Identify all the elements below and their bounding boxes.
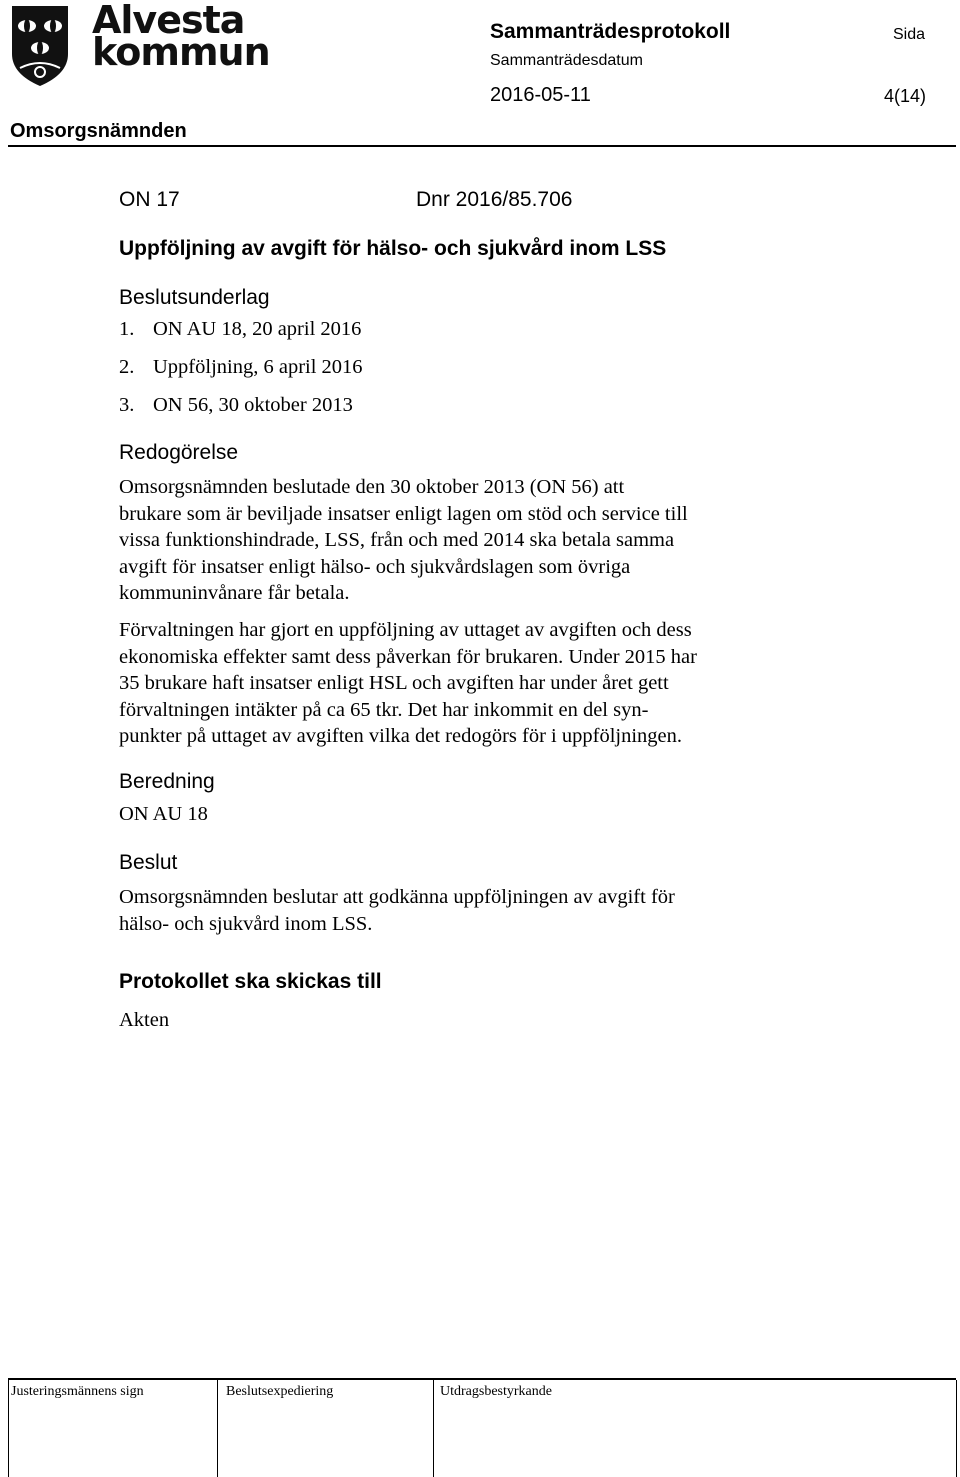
beredning-reference: ON AU 18 <box>119 803 208 825</box>
paragraph-line: avgift för insatser enligt hälso- och sjukvårdslagen som övriga <box>119 555 631 578</box>
list-item <box>119 356 363 379</box>
paragraph-line: brukare som är beviljade insatser enligt lagen om stöd och service till <box>119 502 688 525</box>
paragraph-line: vissa funktionshindrade, LSS, från och med 2014 ska betala samma <box>119 529 675 551</box>
paragraph-line: punkter på uttaget av avgiften vilka det redogörs för i uppföljningen. <box>119 725 683 747</box>
list-item <box>119 318 361 341</box>
list-item-text: Uppföljning, 6 april 2016 <box>153 356 363 378</box>
case-title: Uppföljning av avgift för hälso- och sjukvård inom LSS <box>119 237 667 260</box>
paragraph-line: förvaltningen intäkter på ca 65 tkr. Det har inkommit en del syn- <box>119 698 649 721</box>
case-number: ON 17 <box>119 188 180 211</box>
page-label: Sida <box>893 26 926 43</box>
footer-label-utdrag: Utdragsbestyrkande <box>440 1384 552 1399</box>
footer-cell-expediering <box>217 1380 334 1477</box>
paragraph-background <box>119 474 779 607</box>
municipality-logo <box>10 2 70 88</box>
meeting-date: 2016-05-11 <box>490 84 591 106</box>
paragraph-follow-up <box>119 617 779 750</box>
paragraph-line: Omsorgsnämnden beslutade den 30 oktober 2013 (ON 56) att <box>119 476 625 498</box>
logo-wordmark-line-2: kommun <box>92 30 270 74</box>
list-item-text: ON 56, 30 oktober 2013 <box>153 394 353 416</box>
committee-name: Omsorgsnämnden <box>10 120 187 142</box>
meeting-date-label: Sammanträdesdatum <box>490 52 643 69</box>
paragraph-line: Omsorgsnämnden beslutar att godkänna uppföljningen av avgift för <box>119 886 675 908</box>
document-type: Sammanträdesprotokoll <box>490 20 731 43</box>
signature-footer <box>8 1378 956 1477</box>
distribution-recipient: Akten <box>119 1009 170 1031</box>
paragraph-line: hälso- och sjukvård inom LSS. <box>119 912 373 935</box>
section-heading-redogorelse: Redogörelse <box>119 441 239 464</box>
list-item <box>119 394 353 417</box>
footer-label-justering: Justeringsmännens sign <box>11 1384 144 1399</box>
paragraph-line: 35 brukare haft insatser enligt HSL och avgiften har under året gett <box>119 672 669 694</box>
list-item-number: 1. <box>119 318 135 340</box>
paragraph-line: kommuninvånare får betala. <box>119 582 350 604</box>
footer-label-expediering: Beslutsexpediering <box>226 1384 334 1399</box>
header-divider <box>8 145 956 147</box>
list-item-text: ON AU 18, 20 april 2016 <box>153 318 362 340</box>
section-heading-distribution: Protokollet ska skickas till <box>119 970 382 993</box>
paragraph-line: ekonomiska effekter samt dess påverkan för brukaren. Under 2015 har <box>119 645 697 668</box>
footer-cell-utdrag <box>433 1380 957 1477</box>
diary-number: Dnr 2016/85.706 <box>416 188 573 211</box>
section-heading-beslut: Beslut <box>119 851 178 874</box>
page-number: 4(14) <box>884 86 927 106</box>
section-heading-beredning: Beredning <box>119 770 215 793</box>
paragraph-line: Förvaltningen har gjort en uppföljning av uttaget av avgiften och dess <box>119 619 692 641</box>
section-heading-beslutsunderlag: Beslutsunderlag <box>119 286 270 309</box>
list-item-number: 2. <box>119 356 135 378</box>
logo-wordmark-line-1: Alvesta <box>92 0 245 42</box>
list-item-number: 3. <box>119 394 135 416</box>
paragraph-decision <box>119 884 779 937</box>
footer-cell-justering <box>8 1380 144 1477</box>
